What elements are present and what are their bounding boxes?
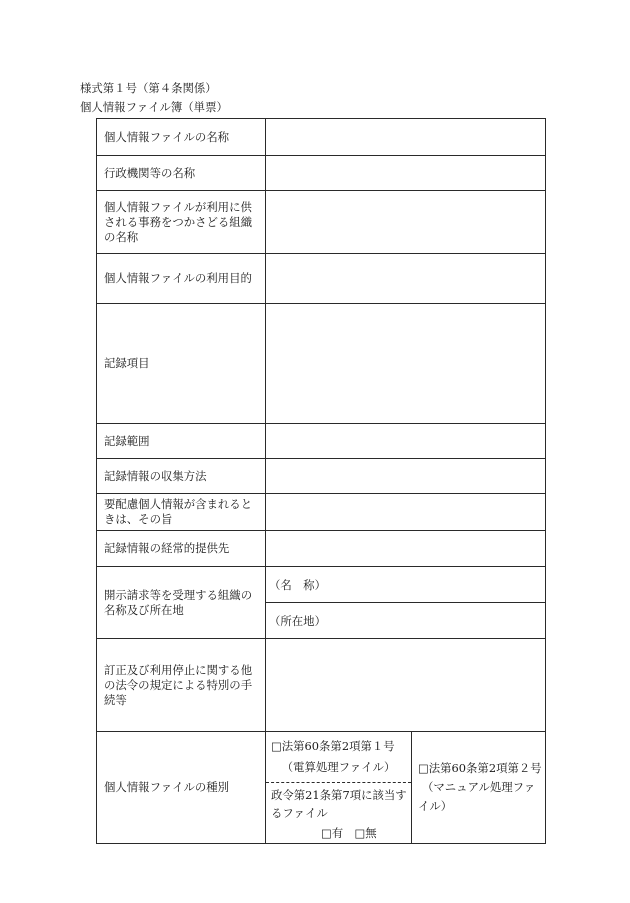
manual-option-label: □法第60条第2項第２号 xyxy=(418,761,542,775)
label-disclosure-office xyxy=(97,567,265,638)
label-record-scope xyxy=(97,424,265,458)
label-organization-name xyxy=(97,191,265,253)
form-title: 個人情報ファイル簿（単票） xyxy=(80,100,228,114)
file-type-manual-cell xyxy=(412,732,545,843)
computerized-option-label: □法第60条第2項第１号 xyxy=(271,739,395,753)
value-organization-name xyxy=(266,191,545,253)
computerized-option-note: （電算処理ファイル） xyxy=(281,760,396,774)
cabinet-order-applicability xyxy=(266,783,411,843)
label-regular-recipients-text: 記録情報の経常的提供先 xyxy=(104,541,230,555)
label-regular-recipients xyxy=(97,531,265,566)
personal-info-file-register-table xyxy=(96,118,546,844)
value-special-procedures xyxy=(266,639,545,731)
disclosure-office-name-caption: （名 称） xyxy=(269,577,326,592)
value-purpose xyxy=(266,254,545,303)
form-number: 様式第１号（第４条関係） xyxy=(80,81,217,95)
value-sensitive-info xyxy=(266,494,545,530)
label-purpose-text: 個人情報ファイルの利用目的 xyxy=(104,271,252,285)
value-record-scope xyxy=(266,424,545,458)
label-disclosure-office-text: 開示請求等を受理する組織の名称及び所在地 xyxy=(104,587,253,617)
label-file-name xyxy=(97,119,265,155)
value-collection-method xyxy=(266,459,545,493)
file-type-computerized-cell xyxy=(266,732,411,843)
form-header xyxy=(80,79,228,117)
value-disclosure-office-address xyxy=(266,603,545,638)
value-record-items xyxy=(266,304,545,423)
label-record-items-text: 記録項目 xyxy=(104,356,150,370)
label-special-procedures xyxy=(97,639,265,731)
label-file-type-text: 個人情報ファイルの種別 xyxy=(104,780,230,794)
label-collection-method-text: 記録情報の収集方法 xyxy=(104,468,207,483)
value-regular-recipients xyxy=(266,531,545,566)
label-collection-method xyxy=(97,459,265,493)
cabinet-order-text: 政令第21条第7項に該当するファイル xyxy=(271,788,407,820)
manual-option-note: （マニュアル処理ファイル） xyxy=(418,780,536,813)
label-file-name-text: 個人情報ファイルの名称 xyxy=(104,129,230,144)
label-sensitive-info xyxy=(97,494,265,530)
label-agency-name xyxy=(97,156,265,190)
value-disclosure-office-name xyxy=(266,567,545,602)
label-record-items xyxy=(97,304,265,423)
label-organization-name-text: 個人情報ファイルが利用に供される事務をつかさどる組織の名称 xyxy=(104,199,253,244)
label-sensitive-info-text: 要配慮個人情報が含まれるときは、その旨 xyxy=(104,497,253,526)
label-purpose xyxy=(97,254,265,303)
label-record-scope-text: 記録範囲 xyxy=(104,433,150,448)
disclosure-office-address-caption: （所在地） xyxy=(269,613,326,628)
cabinet-order-choices: □有 □無 xyxy=(321,826,377,840)
label-special-procedures-text: 訂正及び利用停止に関する他の法令の規定による特別の手続等 xyxy=(104,662,253,707)
file-type-computerized-option xyxy=(266,732,411,782)
value-file-name xyxy=(266,119,545,155)
value-agency-name xyxy=(266,156,545,190)
label-file-type xyxy=(97,732,265,843)
label-agency-name-text: 行政機関等の名称 xyxy=(104,165,196,180)
